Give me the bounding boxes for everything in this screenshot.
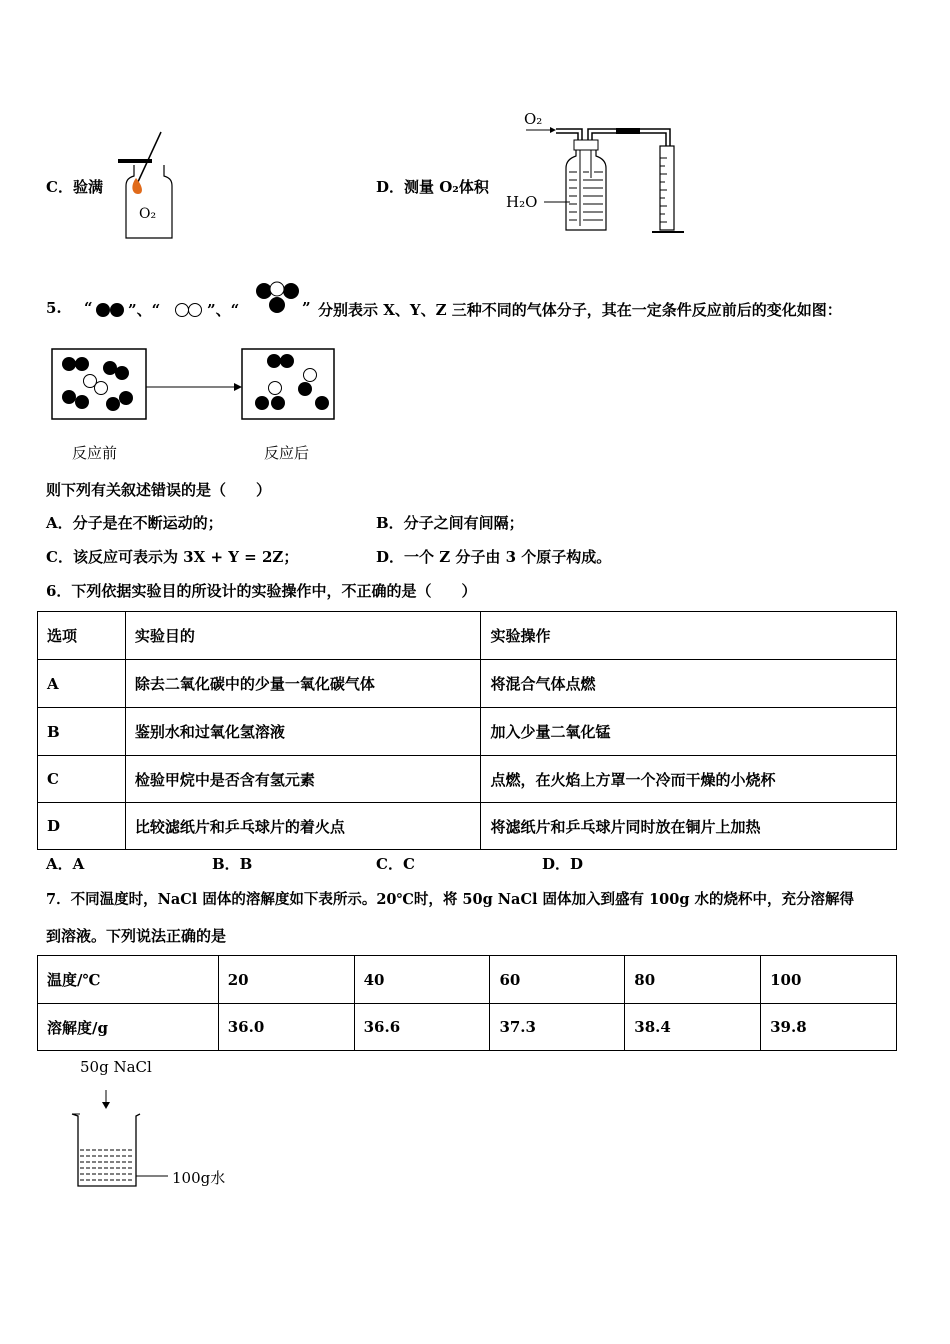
table-row	[38, 660, 897, 708]
table-row	[38, 756, 897, 803]
table-row	[38, 803, 897, 850]
q6-option-c: C．C	[376, 855, 415, 873]
o2-inlet-label: O₂	[524, 110, 543, 128]
q7-stem-line1: 7．不同温度时，NaCl 固体的溶解度如下表所示。20℃时，将 50g NaCl 固体加入到盛有 100g 水的烧杯中，充分溶解得	[46, 891, 855, 908]
q5-quote-1: “	[84, 299, 93, 317]
solubility-cell: 37.3	[490, 1004, 625, 1051]
temperature-cell: 60	[490, 956, 625, 1004]
q6-table	[37, 611, 897, 850]
q5-quote-2: ”、“	[128, 301, 161, 319]
q6-option-d: D．D	[542, 855, 584, 873]
solubility-cell: 38.4	[625, 1004, 761, 1051]
header-purpose: 实验目的	[125, 612, 481, 660]
row-option: B	[38, 708, 126, 756]
row-purpose: 除去二氧化碳中的少量一氧化碳气体	[125, 660, 481, 708]
q5-quote-4: ”	[302, 299, 311, 317]
row-purpose: 鉴别水和过氧化氢溶液	[125, 708, 481, 756]
q5-quote-3: ”、“	[207, 301, 240, 319]
temperature-header: 温度/℃	[38, 956, 219, 1004]
bottle-o2-label: O₂	[139, 206, 157, 222]
molecule-x-icon	[95, 302, 127, 318]
measure-o2-volume-figure	[500, 106, 690, 236]
solubility-table	[37, 955, 897, 1051]
row-operation: 点燃，在火焰上方罩一个冷而干燥的小烧杯	[481, 756, 897, 803]
q5-question: 则下列有关叙述错误的是（ ）	[46, 481, 272, 499]
beaker-figure	[68, 1086, 178, 1192]
solubility-cell: 36.6	[354, 1004, 490, 1051]
table-row	[38, 956, 897, 1004]
q5-option-d: D．一个 Z 分子由 3 个原子构成。	[376, 548, 612, 566]
header-option: 选项	[38, 612, 126, 660]
row-purpose: 检验甲烷中是否含有氢元素	[125, 756, 481, 803]
solubility-header: 溶解度/g	[38, 1004, 219, 1051]
temperature-cell: 80	[625, 956, 761, 1004]
collect-full-test-figure	[112, 128, 182, 242]
molecule-y-icon	[174, 302, 206, 318]
solubility-cell: 39.8	[761, 1004, 897, 1051]
after-label: 反应后	[264, 444, 310, 462]
header-operation: 实验操作	[481, 612, 897, 660]
row-operation: 加入少量二氧化锰	[481, 708, 897, 756]
table-header-row	[38, 612, 897, 660]
table-row	[38, 1004, 897, 1051]
row-option: C	[38, 756, 126, 803]
temperature-cell: 100	[761, 956, 897, 1004]
table-row	[38, 708, 897, 756]
q5-stem-text: 分别表示 X、Y、Z 三种不同的气体分子，其在一定条件反应前后的变化如图：	[318, 301, 842, 319]
q5-option-a: A．分子是在不断运动的；	[46, 514, 223, 532]
row-option: D	[38, 803, 126, 850]
water-label: 100g水	[172, 1169, 226, 1187]
row-option: A	[38, 660, 126, 708]
reaction-diagram	[50, 347, 340, 423]
q6-option-b: B．B	[212, 855, 253, 873]
solubility-cell: 36.0	[218, 1004, 354, 1051]
q7-stem-line2: 到溶液。下列说法正确的是	[46, 927, 227, 945]
water-dashes	[569, 172, 603, 220]
row-purpose: 比较滤纸片和乒乓球片的着火点	[125, 803, 481, 850]
q6-stem: 6．下列依据实验目的所设计的实验操作中，不正确的是（ ）	[46, 582, 477, 600]
nacl-label: 50g NaCl	[80, 1058, 152, 1076]
beaker-water	[80, 1150, 134, 1180]
q4-option-d: D．测量 O₂体积	[376, 178, 489, 196]
temperature-cell: 40	[354, 956, 490, 1004]
cylinder-ticks	[660, 158, 667, 222]
q6-option-a: A．A	[46, 855, 85, 873]
h2o-label: H₂O	[506, 193, 538, 211]
row-operation: 将滤纸片和乒乓球片同时放在铜片上加热	[481, 803, 897, 850]
row-operation: 将混合气体点燃	[481, 660, 897, 708]
q5-stem-number: 5.	[46, 299, 62, 317]
q5-option-b: B．分子之间有间隔；	[376, 514, 524, 532]
before-label: 反应前	[72, 444, 118, 462]
q4-option-c: C．验满	[46, 178, 103, 196]
q5-option-c: C．该反应可表示为 3X + Y = 2Z；	[46, 548, 299, 566]
molecule-z-icon	[254, 280, 302, 318]
temperature-cell: 20	[218, 956, 354, 1004]
